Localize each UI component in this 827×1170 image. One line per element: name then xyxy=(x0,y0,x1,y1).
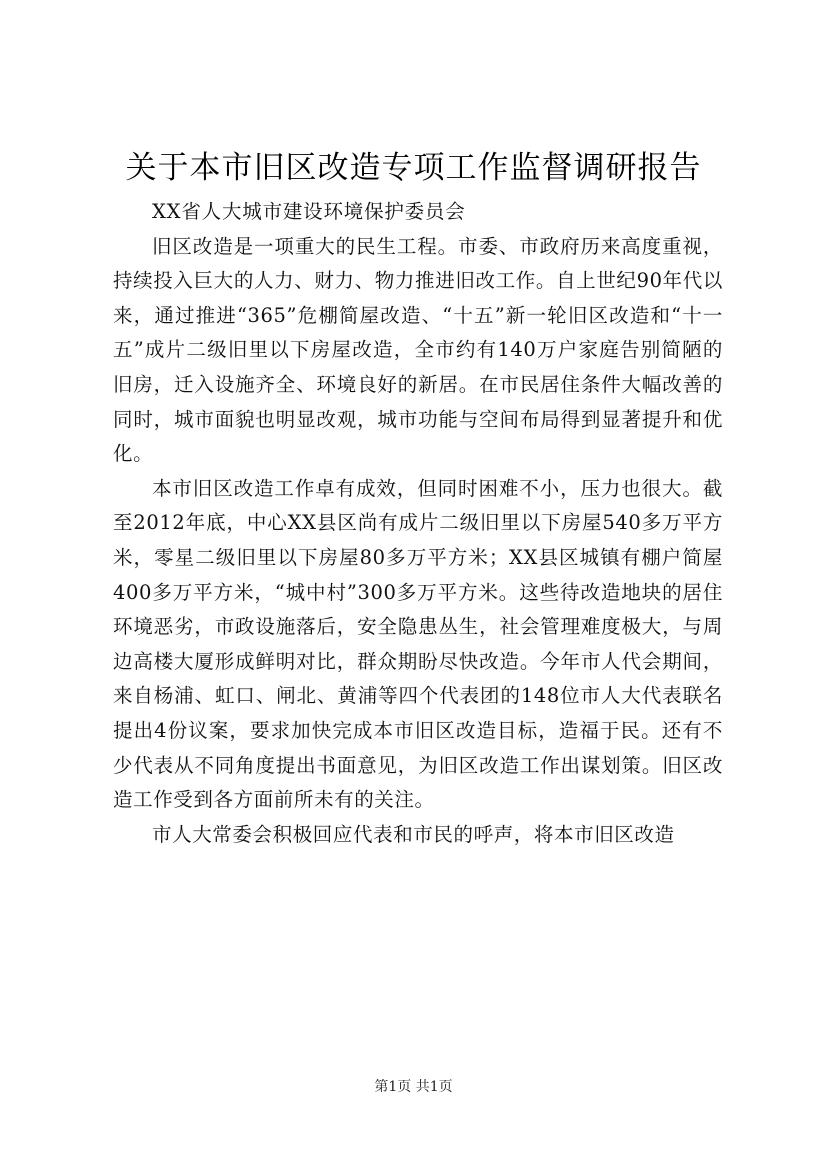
paragraph-2: 本市旧区改造工作卓有成效，但同时困难不小，压力也很大。截至2012年底，中心XX县区尚有成片二级旧里以下房屋540多万平方米，零星二级旧里以下房屋80多万平方米；XX县区城镇有棚户简屋400多万平方米，“城中村”300多万平方米。这些待改造地块的居住环境恶劣，市政设施落后，安全隐患丛生，社会管理难度极大，与周边高楼大厦形成鲜明对比，群众期盼尽快改造。今年市人代会期间，来自杨浦、虹口、闸北、黄浦等四个代表团的148位市人大代表联名提出4份议案，要求加快完成本市旧区改造目标，造福于民。还有不少代表从不同角度提出书面意见，为旧区改造工作出谋划策。旧区改造工作受到各方面前所未有的关注。 xyxy=(113,476,723,812)
paragraph-1: 旧区改造是一项重大的民生工程。市委、市政府历来高度重视，持续投入巨大的人力、财力、物力推进旧改工作。自上世纪90年代以来，通过推进“365”危棚简屋改造、“十五”新一轮旧区改造和“十一五”成片二级旧里以下房屋改造，全市约有140万户家庭告别简陋的旧房，迁入设施齐全、环境良好的新居。在市民居住条件大幅改善的同时，城市面貌也明显改观，城市功能与空间布局得到显著提升和优化。 xyxy=(113,234,723,466)
document-title: 关于本市旧区改造专项工作监督调研报告 xyxy=(125,150,702,186)
page-footer: 第1页 共1页 xyxy=(374,1079,453,1095)
author-line: XX省人大城市建设环境保护委员会 xyxy=(152,200,466,223)
document-body xyxy=(113,195,723,852)
paragraph-3: 市人大常委会积极回应代表和市民的呼声，将本市旧区改造 xyxy=(152,822,675,846)
